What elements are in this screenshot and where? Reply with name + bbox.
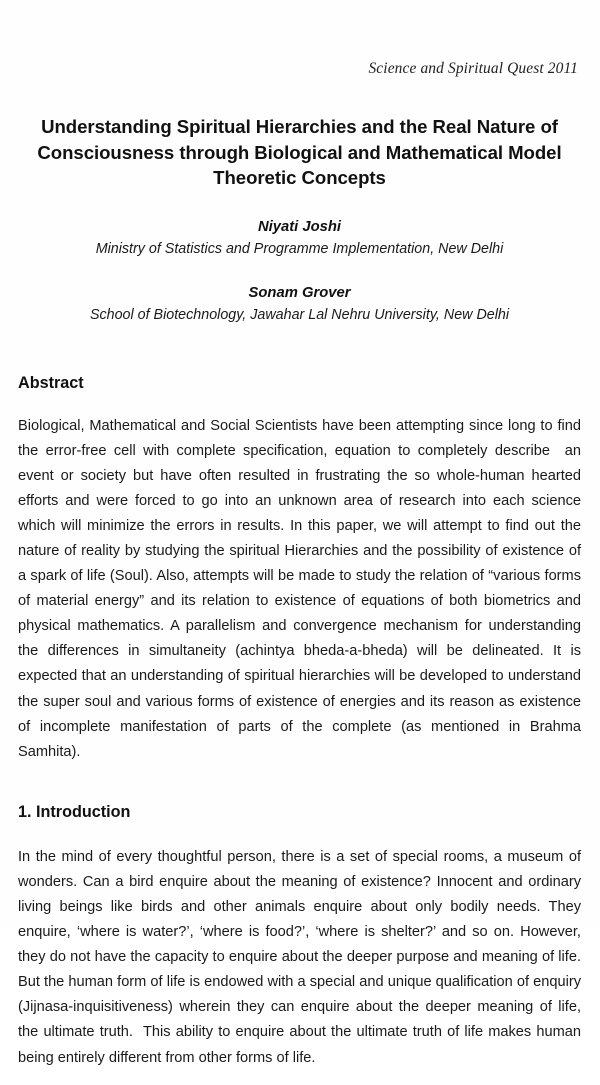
section-heading-introduction: 1. Introduction xyxy=(18,802,131,821)
section-heading-abstract: Abstract xyxy=(18,373,84,392)
paper-title: Understanding Spiritual Hierarchies and the Real Nature of Consciousness through Biological and Mathematical Model Theoretic Concepts xyxy=(37,116,562,188)
author-name: Sonam Grover xyxy=(248,284,351,301)
author-name: Niyati Joshi xyxy=(257,218,342,235)
introduction-paragraph: In the mind of every thoughtful person, there is a set of special rooms, a museum of wonders. Can a bird enquire about the meaning of existence? Innocent and ordinary living beings like birds and other animals enquire about only bodily needs. They enquire, ‘where is water?’, ‘where is food?’, ‘where is shelter?’ and so on. However, they do not have the capacity to enquire about the deeper purpose and meaning of life. But the human form of life is endowed with a special and unique qualification of enquiry (Jijnasa-inquisitiveness) wherein they can enquire about the deeper meaning of life, the ultimate truth. This ability to enquire about the ultimate truth of life makes human being entirely different from other forms of life. xyxy=(18,848,586,1066)
author-affiliation: Ministry of Statistics and Programme Implementation, New Delhi xyxy=(95,240,504,257)
author-block-2 xyxy=(18,283,581,326)
author-affiliation: School of Biotechnology, Jawahar Lal Nehru University, New Delhi xyxy=(89,306,510,323)
abstract-paragraph: Biological, Mathematical and Social Scientists have been attempting since long to find the error-free cell with complete specification, equation to completely describe an event or society but have often resulted in frustrating the so whole-human hearted efforts and were forced to go into an unknown area of research into each science which will minimize the errors in results. In this paper, we will attempt to find out the nature of reality by studying the spiritual Hierarchies and the possibility of existence of a spark of life (Soul). Also, attempts will be made to study the relation of “various forms of material energy” and its relation to existence of equations of both biometrics and physical mathematics. A parallelism and convergence mechanism for understanding the differences in simultaneity (achintya bheda-a-bheda) will be delineated. It is expected that an understanding of spiritual hierarchies will be developed to understand the super soul and various forms of existence of energies and its reason as existence of incomplete manifestation of parts of the complete (as mentioned in Brahma Samhita). xyxy=(18,417,586,760)
author-block-1 xyxy=(18,217,581,260)
journal-running-head: Science and Spiritual Quest 2011 xyxy=(368,60,578,77)
page-content-column xyxy=(18,0,586,1085)
